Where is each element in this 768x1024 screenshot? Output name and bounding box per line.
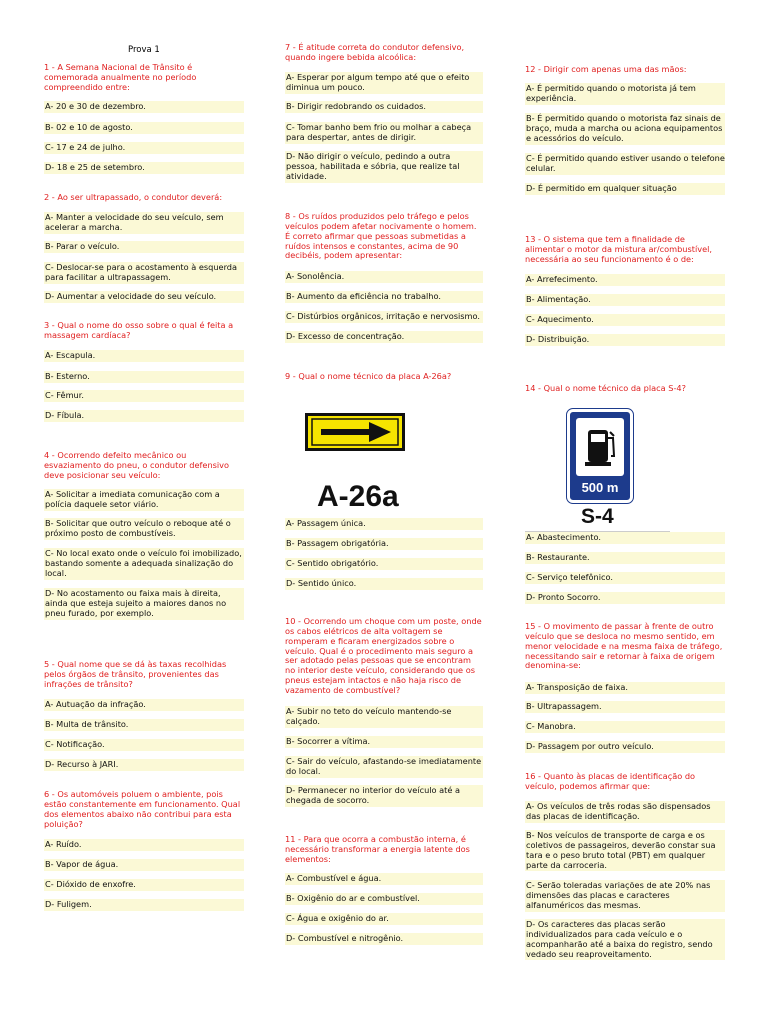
question-7: 7 - É atitude correta do condutor defensivo, quando ingere bebida alcoólica: bbox=[285, 42, 465, 62]
option-4d[interactable]: D- No acostamento ou faixa mais à direita, ainda que esteja sujeito a maiores danos no pneu furado, por exemplo. bbox=[44, 588, 244, 620]
question-14: 14 - Qual o nome técnico da placa S-4? bbox=[525, 383, 686, 393]
option-13c[interactable]: C- Aquecimento. bbox=[525, 314, 725, 326]
option-8a[interactable]: A- Sonolência. bbox=[285, 271, 483, 283]
question-11: 11 - Para que ocorra a combustão interna, é necessário transformar a energia latente dos elementos: bbox=[285, 834, 470, 864]
option-2a[interactable]: A- Manter a velocidade do seu veículo, sem acelerar a marcha. bbox=[44, 212, 244, 234]
arrow-right-icon bbox=[305, 413, 405, 451]
option-11d[interactable]: D- Combustível e nitrogênio. bbox=[285, 933, 483, 945]
option-1a[interactable]: A- 20 e 30 de dezembro. bbox=[44, 101, 244, 113]
option-3d[interactable]: D- Fíbula. bbox=[44, 410, 244, 422]
option-4c[interactable]: C- No local exato onde o veículo foi imobilizado, bastando somente a adequada sinalização do local. bbox=[44, 548, 244, 580]
option-7b[interactable]: B- Dirigir redobrando os cuidados. bbox=[285, 101, 483, 113]
option-10b[interactable]: B- Socorrer a vítima. bbox=[285, 736, 483, 748]
option-16d[interactable]: D- Os caracteres das placas serão individualizados para cada veículo e o acompanharão até a baixa do registro, sendo vedado seu reaproveitamento. bbox=[525, 919, 725, 960]
option-9b[interactable]: B- Passagem obrigatória. bbox=[285, 538, 483, 550]
option-1b[interactable]: B- 02 e 10 de agosto. bbox=[44, 122, 244, 134]
question-5: 5 - Qual nome que se dá às taxas recolhidas pelos órgãos de trânsito, provenientes das infrações de trânsito? bbox=[44, 659, 227, 689]
option-15d[interactable]: D- Passagem por outro veículo. bbox=[525, 741, 725, 753]
option-3c[interactable]: C- Fêmur. bbox=[44, 390, 244, 402]
option-10a[interactable]: A- Subir no teto do veículo mantendo-se calçado. bbox=[285, 706, 483, 728]
option-6a[interactable]: A- Ruído. bbox=[44, 839, 244, 851]
question-13: 13 - O sistema que tem a finalidade de alimentar o motor da mistura ar/combustível, necessária ao seu funcionamento é o de: bbox=[525, 234, 712, 264]
option-9d[interactable]: D- Sentido único. bbox=[285, 578, 483, 590]
sign-s4-plate bbox=[567, 409, 633, 503]
page-title: Prova 1 bbox=[128, 45, 160, 55]
option-4a[interactable]: A- Solicitar a imediata comunicação com a polícia daquele setor viário. bbox=[44, 489, 244, 511]
sign-a26a-label: A-26a bbox=[317, 480, 399, 513]
question-12: 12 - Dirigir com apenas uma das mãos: bbox=[525, 64, 687, 74]
option-15a[interactable]: A- Transposição de faixa. bbox=[525, 682, 725, 694]
option-16c[interactable]: C- Serão toleradas variações de ate 20% nas dimensões das placas e caracteres alfanuméricos das mesmas. bbox=[525, 880, 725, 912]
option-8c[interactable]: C- Distúrbios orgânicos, irritação e nervosismo. bbox=[285, 311, 483, 323]
option-5c[interactable]: C- Notificação. bbox=[44, 739, 244, 751]
option-12c[interactable]: C- É permitido quando estiver usando o telefone celular. bbox=[526, 153, 725, 173]
question-1: 1 - A Semana Nacional de Trânsito é comemorada anualmente no período compreendido entre: bbox=[44, 62, 197, 92]
question-10: 10 - Ocorrendo um choque com um poste, onde os cabos elétricos de alta voltagem se romperam e ficaram energizados sobre o veículo. Qual é o procedimento mais seguro a ser adotado pelas pessoas que se encontram no interior deste veículo, considerando que os pneus estejam intactos e não haja risco de vazamento de combustível? bbox=[285, 616, 482, 695]
option-9c[interactable]: C- Sentido obrigatório. bbox=[285, 558, 483, 570]
option-2b[interactable]: B- Parar o veículo. bbox=[44, 241, 244, 253]
option-5b[interactable]: B- Multa de trânsito. bbox=[44, 719, 244, 731]
option-2d[interactable]: D- Aumentar a velocidade do seu veículo. bbox=[44, 291, 244, 303]
option-6d[interactable]: D- Fuligem. bbox=[44, 899, 244, 911]
question-16: 16 - Quanto às placas de identificação do veículo, podemos afirmar que: bbox=[525, 771, 696, 791]
sign-s4-panel bbox=[576, 418, 624, 476]
question-6: 6 - Os automóveis poluem o ambiente, pois estão constantemente em funcionamento. Qual dos elementos abaixo não contribui para esta poluição? bbox=[44, 789, 241, 829]
option-12d[interactable]: D- É permitido em qualquer situação bbox=[525, 183, 725, 195]
option-15c[interactable]: C- Manobra. bbox=[525, 721, 725, 733]
option-6c[interactable]: C- Dióxido de enxofre. bbox=[44, 879, 244, 891]
option-12b[interactable]: B- É permitido quando o motorista faz sinais de braço, muda a marcha ou aciona equipamentos e acessórios do veículo. bbox=[525, 113, 725, 145]
option-9a[interactable]: A- Passagem única. bbox=[285, 518, 483, 530]
option-16a[interactable]: A- Os veículos de três rodas são dispensados das placas de identificação. bbox=[525, 801, 725, 823]
option-8d[interactable]: D- Excesso de concentração. bbox=[285, 331, 483, 343]
question-15: 15 - O movimento de passar à frente de outro veículo que se desloca no mesmo sentido, em menor velocidade e na mesma faixa de tráfego, necessitando sair e retornar à faixa de origem denomina-se: bbox=[525, 621, 723, 671]
option-7d[interactable]: D- Não dirigir o veículo, pedindo a outra pessoa, habilitada e sóbria, que realize tal atividade. bbox=[285, 151, 483, 183]
option-11c[interactable]: C- Água e oxigênio do ar. bbox=[285, 913, 483, 925]
option-16b[interactable]: B- Nos veículos de transporte de carga e os coletivos de passageiros, deverão constar sua tara e o peso bruto total (PBT) em qualquer parte da carroceria. bbox=[525, 830, 725, 871]
option-4b[interactable]: B- Solicitar que outro veículo o reboque até o próximo posto de combustíveis. bbox=[44, 518, 244, 540]
option-15b[interactable]: B- Ultrapassagem. bbox=[525, 701, 725, 713]
question-3: 3 - Qual o nome do osso sobre o qual é feita a massagem cardíaca? bbox=[44, 320, 234, 340]
question-8: 8 - Os ruídos produzidos pelo tráfego e pelos veículos podem afetar nocivamente o homem. É correto afirmar que pessoas submetidas a ruídos intensos e constantes, acima de 90 decibéis, podem apresentar: bbox=[285, 211, 477, 261]
option-6b[interactable]: B- Vapor de água. bbox=[44, 859, 244, 871]
option-3a[interactable]: A- Escapula. bbox=[44, 350, 244, 362]
question-2: 2 - Ao ser ultrapassado, o condutor deverá: bbox=[44, 192, 223, 202]
option-5d[interactable]: D- Recurso à JARI. bbox=[44, 759, 244, 771]
sign-s4-distance: 500 m bbox=[581, 480, 619, 495]
option-13d[interactable]: D- Distribuição. bbox=[525, 334, 725, 346]
option-1d[interactable]: D- 18 e 25 de setembro. bbox=[44, 162, 244, 174]
option-14d[interactable]: D- Pronto Socorro. bbox=[525, 592, 725, 604]
question-9: 9 - Qual o nome técnico da placa A-26a? bbox=[285, 371, 452, 381]
option-14b[interactable]: B- Restaurante. bbox=[525, 552, 725, 564]
option-1c[interactable]: C- 17 e 24 de julho. bbox=[44, 142, 244, 154]
sign-a26a bbox=[305, 413, 405, 451]
option-13b[interactable]: B- Alimentação. bbox=[525, 294, 725, 306]
option-7c[interactable]: C- Tomar banho bem frio ou molhar a cabeça para despertar, antes de dirigir. bbox=[285, 122, 483, 144]
sign-s4 bbox=[525, 400, 670, 532]
option-3b[interactable]: B- Esterno. bbox=[44, 371, 244, 383]
question-4: 4 - Ocorrendo defeito mecânico ou esvaziamento do pneu, o condutor defensivo deve posicionar seu veículo: bbox=[44, 450, 230, 480]
sign-s4-label: S-4 bbox=[581, 505, 614, 528]
option-13a[interactable]: A- Arrefecimento. bbox=[525, 274, 725, 286]
option-7a[interactable]: A- Esperar por algum tempo até que o efeito diminua um pouco. bbox=[285, 72, 483, 94]
option-14c[interactable]: C- Serviço telefônico. bbox=[525, 572, 725, 584]
option-2c[interactable]: C- Deslocar-se para o acostamento à esquerda para facilitar a ultrapassagem. bbox=[44, 262, 244, 284]
option-5a[interactable]: A- Autuação da infração. bbox=[44, 699, 244, 711]
option-12a[interactable]: A- É permitido quando o motorista já tem experiência. bbox=[525, 83, 725, 105]
option-11a[interactable]: A- Combustível e água. bbox=[285, 873, 483, 885]
option-10d[interactable]: D- Permanecer no interior do veículo até a chegada de socorro. bbox=[285, 785, 483, 807]
option-8b[interactable]: B- Aumento da eficiência no trabalho. bbox=[285, 291, 483, 303]
option-10c[interactable]: C- Sair do veículo, afastando-se imediatamente do local. bbox=[286, 756, 482, 776]
fuel-pump-icon bbox=[576, 418, 624, 476]
option-11b[interactable]: B- Oxigênio do ar e combustível. bbox=[285, 893, 483, 905]
option-14a[interactable]: A- Abastecimento. bbox=[525, 532, 725, 544]
